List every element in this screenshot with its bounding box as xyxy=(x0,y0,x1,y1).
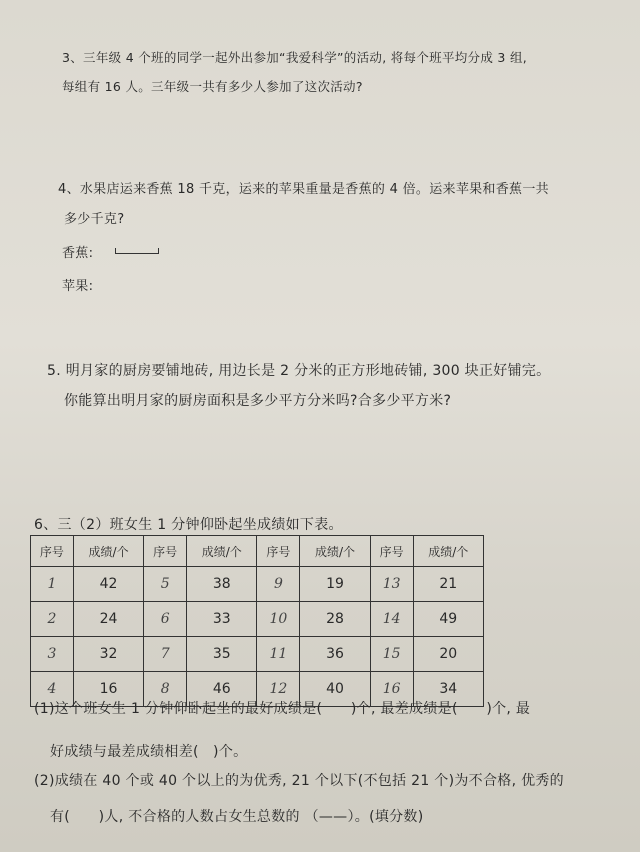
table-cell: 10 xyxy=(257,602,300,637)
table-cell: 36 xyxy=(300,637,370,672)
table-cell: 20 xyxy=(413,637,483,672)
table-cell: 3 xyxy=(31,637,74,672)
question-6-title: 6、三（2）班女生 1 分钟仰卧起坐成绩如下表。 xyxy=(34,517,343,533)
question-5-line-1: 5. 明月家的厨房要铺地砖, 用边长是 2 分米的正方形地砖铺, 300 块正好铺完。 xyxy=(47,363,551,379)
scores-table xyxy=(30,535,484,707)
table-cell: 13 xyxy=(370,567,413,602)
apple-label: 苹果: xyxy=(62,279,94,294)
table-cell: 40 xyxy=(300,672,370,707)
table-cell: 4 xyxy=(31,672,74,707)
header-cell: 成绩/个 xyxy=(413,536,483,567)
header-cell: 成绩/个 xyxy=(187,536,257,567)
table-cell: 11 xyxy=(257,637,300,672)
table-cell: 32 xyxy=(73,637,143,672)
table-cell: 8 xyxy=(144,672,187,707)
table-cell: 34 xyxy=(413,672,483,707)
header-cell: 序号 xyxy=(257,536,300,567)
question-6-sub-1-line-1: (1)这个班女生 1 分钟仰卧起坐的最好成绩是( )个, 最差成绩是( )个, 最 xyxy=(34,701,531,717)
table-cell: 15 xyxy=(370,637,413,672)
table-cell: 12 xyxy=(257,672,300,707)
question-4-line-2: 多少千克? xyxy=(64,212,125,227)
table-cell: 35 xyxy=(187,637,257,672)
table-row xyxy=(31,567,484,602)
table-row xyxy=(31,602,484,637)
table-cell: 38 xyxy=(187,567,257,602)
table-cell: 6 xyxy=(144,602,187,637)
question-3-line-2: 每组有 16 人。三年级一共有多少人参加了这次活动? xyxy=(62,79,363,94)
table-cell: 1 xyxy=(31,567,74,602)
header-cell: 序号 xyxy=(144,536,187,567)
table-cell: 16 xyxy=(73,672,143,707)
question-6-sub-2-line-1: (2)成绩在 40 个或 40 个以上的为优秀, 21 个以下(不包括 21 个)为不合格, 优秀的 xyxy=(34,773,564,789)
table-cell: 16 xyxy=(370,672,413,707)
table-cell: 24 xyxy=(73,602,143,637)
table-cell: 28 xyxy=(300,602,370,637)
table-cell: 5 xyxy=(144,567,187,602)
table-cell: 2 xyxy=(31,602,74,637)
banana-segment-diagram xyxy=(115,248,159,254)
table-cell: 21 xyxy=(413,567,483,602)
table-cell: 46 xyxy=(187,672,257,707)
header-cell: 成绩/个 xyxy=(300,536,370,567)
banana-label: 香蕉: xyxy=(62,246,94,261)
question-6-sub-1-line-2: 好成绩与最差成绩相差( )个。 xyxy=(50,744,248,760)
question-3-line-1: 3、三年级 4 个班的同学一起外出参加“我爱科学”的活动, 将每个班平均分成 3 组, xyxy=(62,50,528,65)
question-4-line-1: 4、水果店运来香蕉 18 千克，运来的苹果重量是香蕉的 4 倍。运来苹果和香蕉一共 xyxy=(58,182,549,197)
table-cell: 7 xyxy=(144,637,187,672)
table-cell: 42 xyxy=(73,567,143,602)
table-cell: 49 xyxy=(413,602,483,637)
header-cell: 序号 xyxy=(370,536,413,567)
question-6-sub-2-line-2: 有( )人, 不合格的人数占女生总数的 （——）。(填分数) xyxy=(50,809,424,825)
table-cell: 19 xyxy=(300,567,370,602)
question-5-line-2: 你能算出明月家的厨房面积是多少平方分米吗?合多少平方米? xyxy=(64,393,452,409)
header-cell: 成绩/个 xyxy=(73,536,143,567)
table-row xyxy=(31,637,484,672)
table-cell: 14 xyxy=(370,602,413,637)
table-header-row xyxy=(31,536,484,567)
table-cell: 33 xyxy=(187,602,257,637)
header-cell: 序号 xyxy=(31,536,74,567)
table-cell: 9 xyxy=(257,567,300,602)
